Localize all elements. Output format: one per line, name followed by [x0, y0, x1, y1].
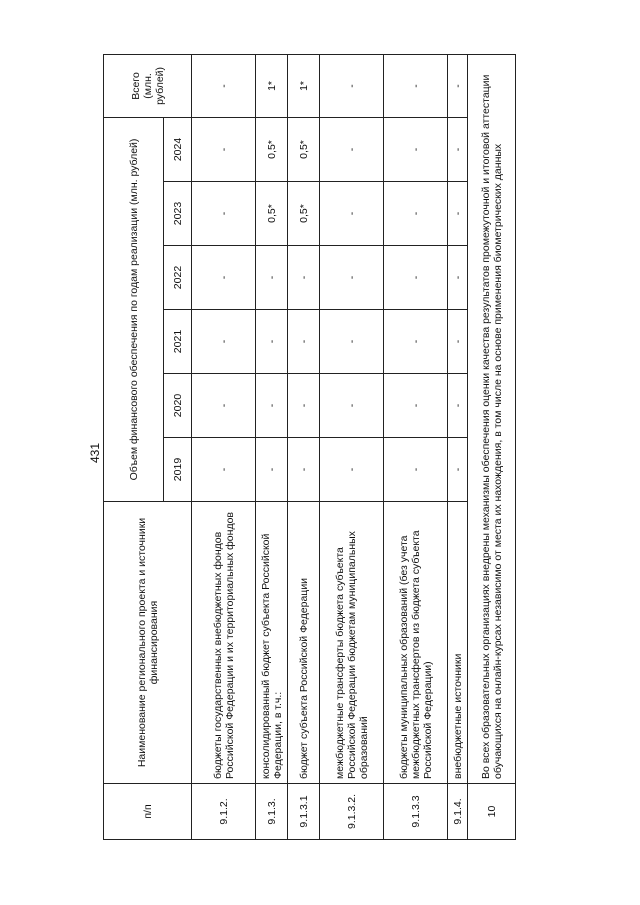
cell-value: - — [192, 182, 256, 246]
cell-total: - — [448, 54, 468, 117]
financing-table — [103, 54, 516, 840]
cell-value: - — [288, 246, 320, 310]
cell-value: 0,5* — [288, 117, 320, 181]
cell-value: - — [448, 374, 468, 438]
cell-total: - — [320, 54, 384, 117]
cell-value: - — [384, 374, 448, 438]
header-volume: Объем финансового обеспечения по годам реализации (млн. рублей) — [104, 117, 164, 501]
row-name: бюджеты государственных внебюджетных фондов Российской Федерации и их территориальных фондов — [192, 502, 256, 784]
row-name: консолидированный бюджет субъекта Российской Федерации, в т.ч.: — [256, 502, 288, 784]
cell-value: - — [384, 310, 448, 374]
row-number: 9.1.3.1 — [288, 784, 320, 840]
row-name: бюджеты муниципальных образований (без учета межбюджетных трансфертов из бюджета субъекта Российской Федерации) — [384, 502, 448, 784]
header-number: п/п — [104, 784, 192, 840]
cell-total: 1* — [288, 54, 320, 117]
cell-value: - — [192, 438, 256, 502]
header-row — [104, 54, 164, 839]
header-year: 2022 — [164, 246, 192, 310]
header-year: 2019 — [164, 438, 192, 502]
cell-value: - — [192, 374, 256, 438]
cell-value: - — [448, 117, 468, 181]
row-number: 9.1.4. — [448, 784, 468, 840]
cell-value: - — [384, 246, 448, 310]
row-number: 9.1.3.2. — [320, 784, 384, 840]
cell-value: - — [288, 374, 320, 438]
table-row — [384, 54, 448, 839]
cell-value: - — [256, 246, 288, 310]
row-number: 9.1.2. — [192, 784, 256, 840]
cell-total: - — [384, 54, 448, 117]
header-year: 2024 — [164, 117, 192, 181]
table-row — [288, 54, 320, 839]
cell-value: - — [320, 310, 384, 374]
row-number: 9.1.3. — [256, 784, 288, 840]
row-number: 10 — [468, 784, 516, 840]
header-name: Наименование регионального проекта и источники финансирования — [104, 502, 192, 784]
row-name: межбюджетные трансферты бюджета субъекта Российской Федерации бюджетам муниципальных образований — [320, 502, 384, 784]
cell-value: - — [192, 246, 256, 310]
table-row — [448, 54, 468, 839]
cell-value: - — [320, 246, 384, 310]
row-name: внебюджетные источники — [448, 502, 468, 784]
cell-value: - — [256, 438, 288, 502]
header-year: 2023 — [164, 182, 192, 246]
cell-value: 0,5* — [256, 117, 288, 181]
cell-value: - — [320, 117, 384, 181]
cell-value: - — [288, 438, 320, 502]
cell-value: - — [384, 182, 448, 246]
cell-value: - — [384, 438, 448, 502]
header-total: Всего (млн. рублей) — [104, 54, 192, 117]
table-row — [320, 54, 384, 839]
cell-value: - — [448, 310, 468, 374]
cell-value: - — [448, 182, 468, 246]
page-number: 431 — [88, 442, 102, 464]
cell-value: - — [320, 374, 384, 438]
row-name: бюджет субъекта Российской Федерации — [288, 502, 320, 784]
cell-value: - — [192, 117, 256, 181]
table-row — [192, 54, 256, 839]
cell-value: 0,5* — [288, 182, 320, 246]
cell-value: - — [448, 246, 468, 310]
cell-value: - — [384, 117, 448, 181]
cell-value: 0,5* — [256, 182, 288, 246]
cell-total: - — [192, 54, 256, 117]
cell-value: - — [256, 374, 288, 438]
header-year: 2021 — [164, 310, 192, 374]
row-description: Во всех образовательных организациях внедрены механизмы обеспечения оценки качества результатов промежуточной и итоговой аттестации обучающихся на онлайн-курсах независимо от места их нахождения, в том числе на основе применения биометрических данных — [468, 54, 516, 783]
cell-total: 1* — [256, 54, 288, 117]
rotated-table-frame — [103, 55, 504, 840]
table-row — [468, 54, 516, 839]
cell-value: - — [192, 310, 256, 374]
row-number: 9.1.3.3 — [384, 784, 448, 840]
cell-value: - — [320, 182, 384, 246]
cell-value: - — [448, 438, 468, 502]
cell-value: - — [288, 310, 320, 374]
header-year: 2020 — [164, 374, 192, 438]
cell-value: - — [256, 310, 288, 374]
cell-value: - — [320, 438, 384, 502]
table-row — [256, 54, 288, 839]
